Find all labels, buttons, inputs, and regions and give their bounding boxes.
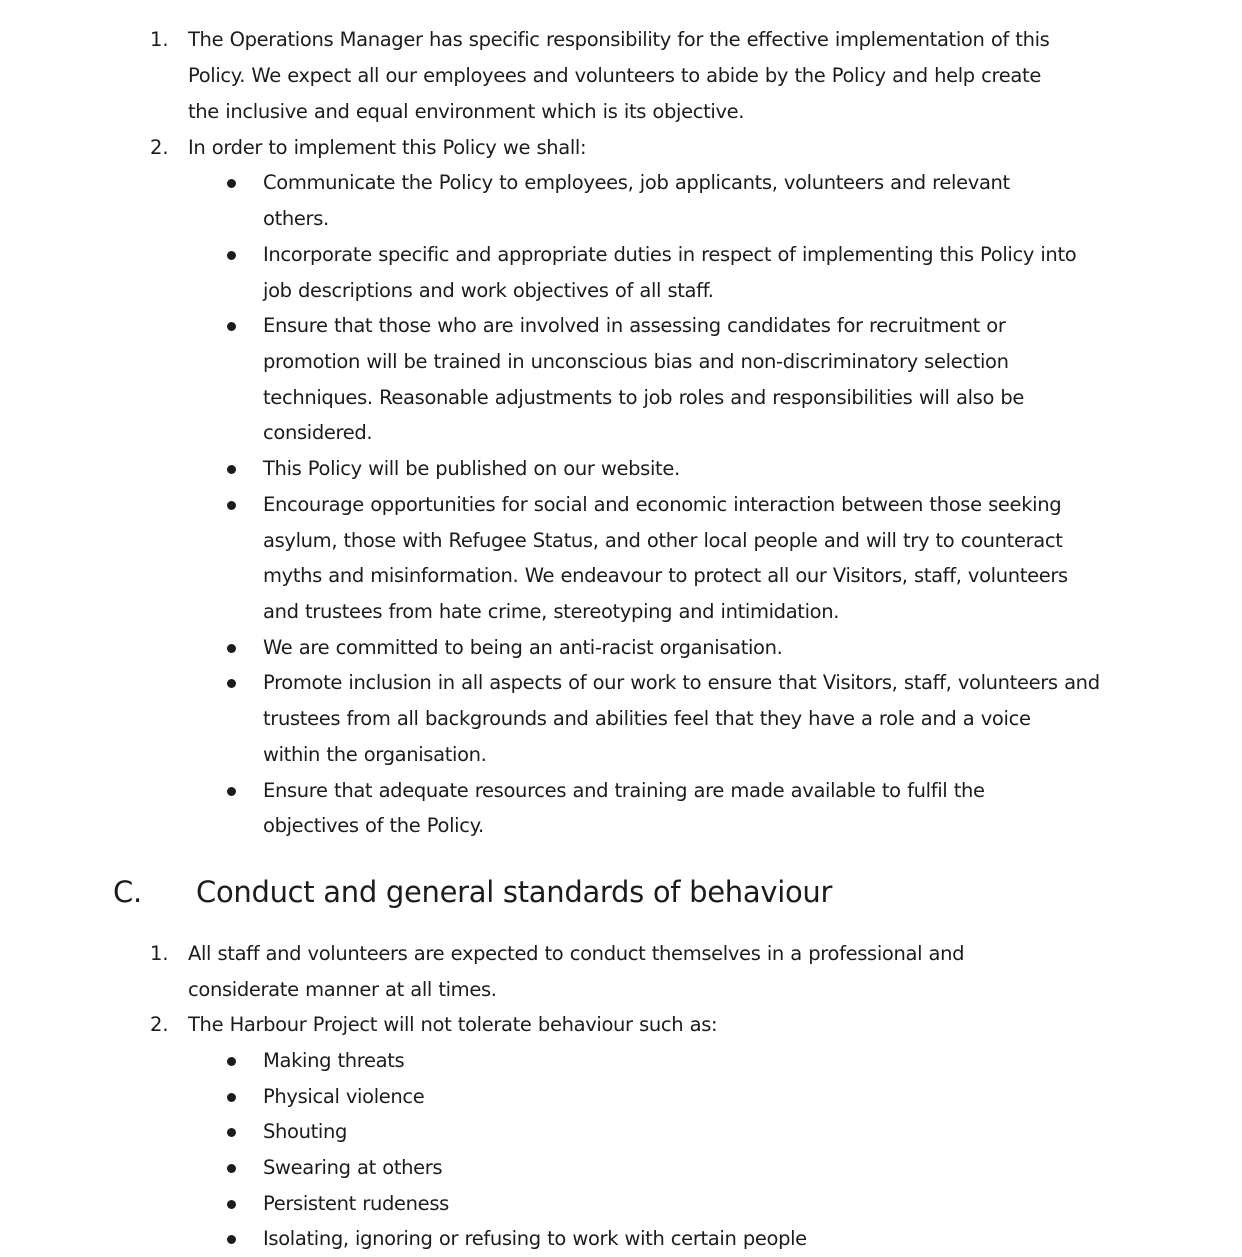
bullet-line: asylum, those with Refugee Status, and other local people and will try to counteract — [263, 529, 1063, 552]
bullet-icon — [227, 251, 236, 260]
item-number: 1. — [150, 28, 169, 51]
paragraph-line: In order to implement this Policy we shall: — [188, 136, 587, 159]
bullet-line: considered. — [263, 421, 373, 444]
bullet-icon — [227, 644, 236, 653]
bullet-icon — [227, 1093, 236, 1102]
bullet-line: Encourage opportunities for social and economic interaction between those seeking — [263, 493, 1062, 516]
bullet-line: Ensure that adequate resources and training are made available to fulfil the — [263, 779, 985, 802]
bullet-line: within the organisation. — [263, 743, 487, 766]
bullet-line: Ensure that those who are involved in assessing candidates for recruitment or — [263, 314, 1006, 337]
item-number: 1. — [150, 942, 169, 965]
bullet-icon — [227, 1235, 236, 1244]
bullet-icon — [227, 1057, 236, 1066]
bullet-icon — [227, 679, 236, 688]
item-number: 2. — [150, 136, 169, 159]
bullet-icon — [227, 1164, 236, 1173]
bullet-line: techniques. Reasonable adjustments to job roles and responsibilities will also be — [263, 386, 1025, 409]
bullet-line: Making threats — [263, 1049, 405, 1072]
paragraph-line: The Harbour Project will not tolerate behaviour such as: — [188, 1013, 718, 1036]
bullet-line: Promote inclusion in all aspects of our work to ensure that Visitors, staff, volunteers and — [263, 671, 1100, 694]
section-letter: C. — [113, 875, 142, 909]
paragraph-line: The Operations Manager has specific responsibility for the effective implementation of this — [188, 28, 1050, 51]
bullet-icon — [227, 501, 236, 510]
bullet-line: Physical violence — [263, 1085, 425, 1108]
paragraph-line: considerate manner at all times. — [188, 978, 497, 1001]
section-title: Conduct and general standards of behaviour — [196, 875, 833, 909]
bullet-line: promotion will be trained in unconscious bias and non-discriminatory selection — [263, 350, 1009, 373]
bullet-line: job descriptions and work objectives of all staff. — [263, 279, 714, 302]
bullet-icon — [227, 1200, 236, 1209]
paragraph-line: All staff and volunteers are expected to conduct themselves in a professional and — [188, 942, 965, 965]
bullet-line: and trustees from hate crime, stereotyping and intimidation. — [263, 600, 840, 623]
bullet-line: Persistent rudeness — [263, 1192, 449, 1215]
bullet-icon — [227, 322, 236, 331]
paragraph-line: the inclusive and equal environment which is its objective. — [188, 100, 745, 123]
bullet-line: Isolating, ignoring or refusing to work with certain people — [263, 1227, 807, 1250]
paragraph-line: Policy. We expect all our employees and volunteers to abide by the Policy and help create — [188, 64, 1041, 87]
bullet-line: myths and misinformation. We endeavour to protect all our Visitors, staff, volunteers — [263, 564, 1068, 587]
bullet-line: trustees from all backgrounds and abilities feel that they have a role and a voice — [263, 707, 1031, 730]
bullet-line: objectives of the Policy. — [263, 814, 484, 837]
item-number: 2. — [150, 1013, 169, 1036]
bullet-line: others. — [263, 207, 329, 230]
bullet-line: Shouting — [263, 1120, 348, 1143]
bullet-line: Incorporate specific and appropriate duties in respect of implementing this Policy into — [263, 243, 1077, 266]
bullet-icon — [227, 1128, 236, 1137]
bullet-line: This Policy will be published on our website. — [263, 457, 680, 480]
bullet-line: Communicate the Policy to employees, job applicants, volunteers and relevant — [263, 171, 1010, 194]
bullet-icon — [227, 179, 236, 188]
bullet-icon — [227, 787, 236, 796]
bullet-line: Swearing at others — [263, 1156, 443, 1179]
bullet-line: We are committed to being an anti-racist organisation. — [263, 636, 783, 659]
bullet-icon — [227, 465, 236, 474]
